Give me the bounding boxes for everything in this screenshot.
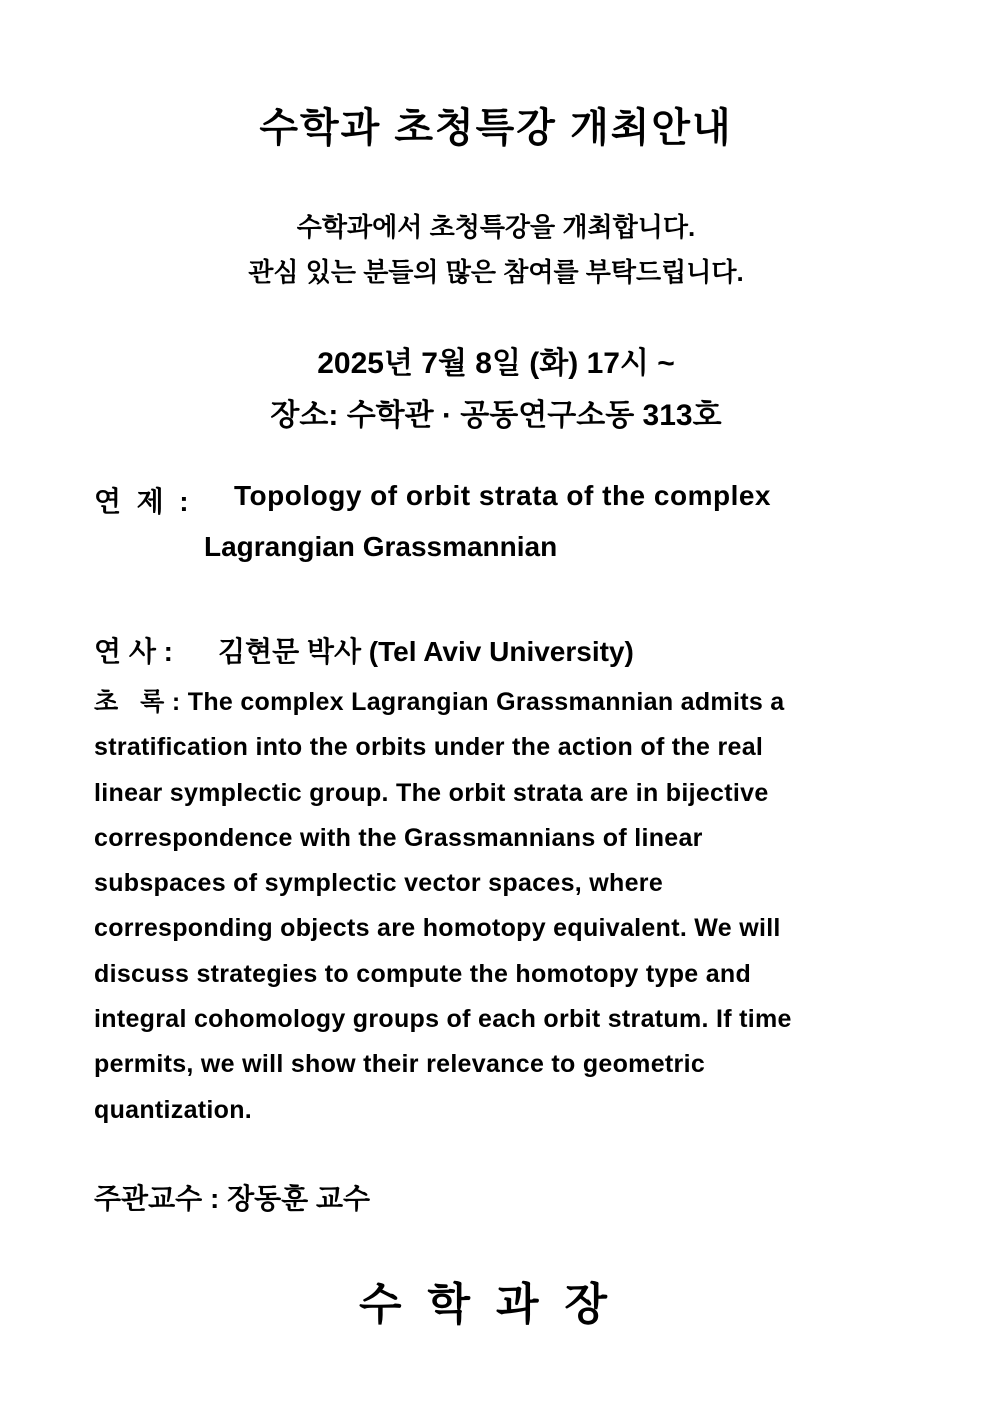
abstract-line: discuss strategies to compute the homotopy type and [94, 959, 752, 988]
abstract-line: subspaces of symplectic vector spaces, where [94, 869, 664, 898]
signature: 수학과장 [358, 1280, 633, 1329]
abstract-label: 초 록 : [94, 688, 181, 716]
speaker-label: 연 사 : [94, 636, 173, 667]
topic-line-2: Lagrangian Grassmannian [204, 531, 558, 562]
page-title: 수학과 초청특강 개최안내 [259, 106, 733, 150]
speaker-value: 김현문 박사 (Tel Aviv University) [218, 636, 634, 667]
abstract-line: stratification into the orbits under the action of the real [94, 733, 764, 762]
host-professor: 주관교수 : 장동훈 교수 [94, 1183, 371, 1214]
intro-line-1: 수학과에서 초청특강을 개최합니다. [296, 212, 696, 242]
abstract-line: correspondence with the Grassmannians of linear [94, 823, 703, 852]
abstract-first-line [94, 680, 792, 725]
abstract-line: linear symplectic group. The orbit strata are in bijective [94, 778, 769, 807]
abstract-line: The complex Lagrangian Grassmannian admits a [187, 688, 785, 716]
event-location: 장소: 수학관 · 공동연구소동 313호 [270, 399, 722, 432]
abstract-line: integral cohomology groups of each orbit stratum. If time [94, 1005, 792, 1034]
topic-label: 연 제 : [94, 486, 189, 517]
abstract-line: corresponding objects are homotopy equivalent. We will [94, 914, 781, 943]
intro-line-2: 관심 있는 분들의 많은 참여를 부탁드립니다. [248, 257, 744, 287]
abstract [94, 680, 792, 1133]
abstract-line: quantization. [94, 1095, 253, 1124]
topic-line-1: Topology of orbit strata of the complex [234, 480, 771, 511]
abstract-line: permits, we will show their relevance to geometric [94, 1050, 706, 1079]
event-datetime: 2025년 7월 8일 (화) 17시 ~ [317, 347, 675, 380]
